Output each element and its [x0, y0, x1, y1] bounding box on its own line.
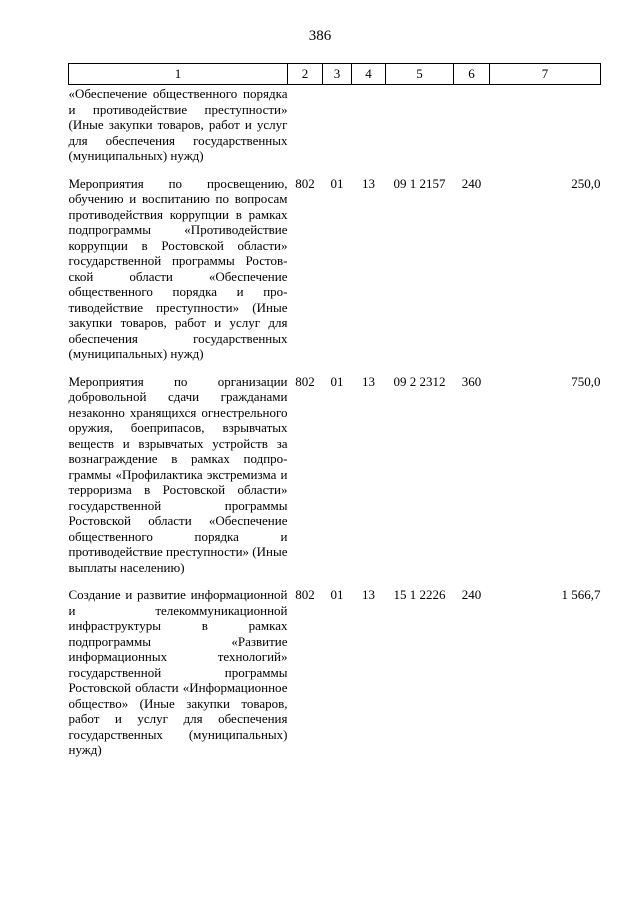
row-code-3: [323, 85, 352, 164]
row-code-2: 802: [295, 175, 315, 191]
column-header-1: 1: [69, 64, 288, 85]
row-code-4: 13: [362, 587, 375, 602]
row-code-2: 802: [295, 587, 315, 602]
table-row: [69, 85, 601, 164]
row-code-4: 13: [362, 175, 375, 191]
row-code-2: [288, 85, 323, 164]
column-header-4: 4: [352, 64, 386, 85]
row-amount: 1 566,7: [561, 587, 601, 602]
row-code-6: 360: [461, 373, 482, 389]
table-row: [69, 176, 601, 362]
column-header-6: 6: [454, 64, 490, 85]
table-row: [69, 587, 601, 758]
row-code-5: 09 1 2157: [393, 175, 446, 191]
row-code-3: 01: [330, 587, 344, 602]
row-code-5: [386, 85, 454, 164]
row-description: Создание и развитие информационной и телекоммуникационной инфраструктуры в рамках подпрограммы «Развитие информационных технологий» государственной программы Ростовской области «Информационное общество» (Иные закупки товаров, работ и услуг для обеспечения государственных (муниципальных) нужд): [68, 587, 288, 757]
row-description: Мероприятия по просвещению, обучению и воспитанию по вопросам противодействия коррупции в рамках подпрограммы «Противодействие коррупции в Ростовской области» государственной программы Ростовской области «Обеспечение общественного порядка и противодействие преступности» (Иные закупки товаров, работ и услуг для обеспечения государственных (муниципальных) нужд): [68, 175, 288, 361]
row-amount: 750,0: [571, 373, 601, 389]
column-header-2: 2: [288, 64, 323, 85]
row-code-5: 15 1 2226: [393, 587, 446, 602]
column-header-3: 3: [323, 64, 352, 85]
row-code-2: 802: [295, 373, 315, 389]
page-number: 386: [308, 28, 332, 44]
row-code-4: [352, 85, 386, 164]
row-code-6: 240: [461, 175, 482, 191]
row-code-4: 13: [362, 373, 375, 389]
row-code-5: 09 2 2312: [393, 373, 446, 389]
row-amount: [490, 85, 601, 164]
row-code-3: 01: [330, 373, 344, 389]
row-description: «Обеспечение общественного порядка и противодействие преступности» (Иные закупки товаров, работ и услуг для обеспечения государственных (муниципальных) нужд): [68, 86, 288, 163]
header-row: [69, 64, 601, 85]
column-header-7: 7: [490, 64, 601, 85]
row-code-6: 240: [461, 587, 482, 602]
row-description: Мероприятия по организации добровольной сдачи гражданами незаконно хранящихся огнестрельного оружия, боеприпасов, взрывчатых веществ и взрывчатых устройств за вознаграждение в рамках подпрограммы «Профилактика экстремизма и терроризма в Ростовской области» государственной программы Ростовской области «Обеспечение общественного порядка и противодействие преступности» (Иные выплаты населению): [68, 373, 288, 575]
table-row: [69, 374, 601, 576]
row-code-6: [454, 85, 490, 164]
budget-table: [68, 63, 601, 758]
row-code-3: 01: [330, 175, 344, 191]
column-header-5: 5: [386, 64, 454, 85]
row-amount: 250,0: [571, 175, 601, 191]
